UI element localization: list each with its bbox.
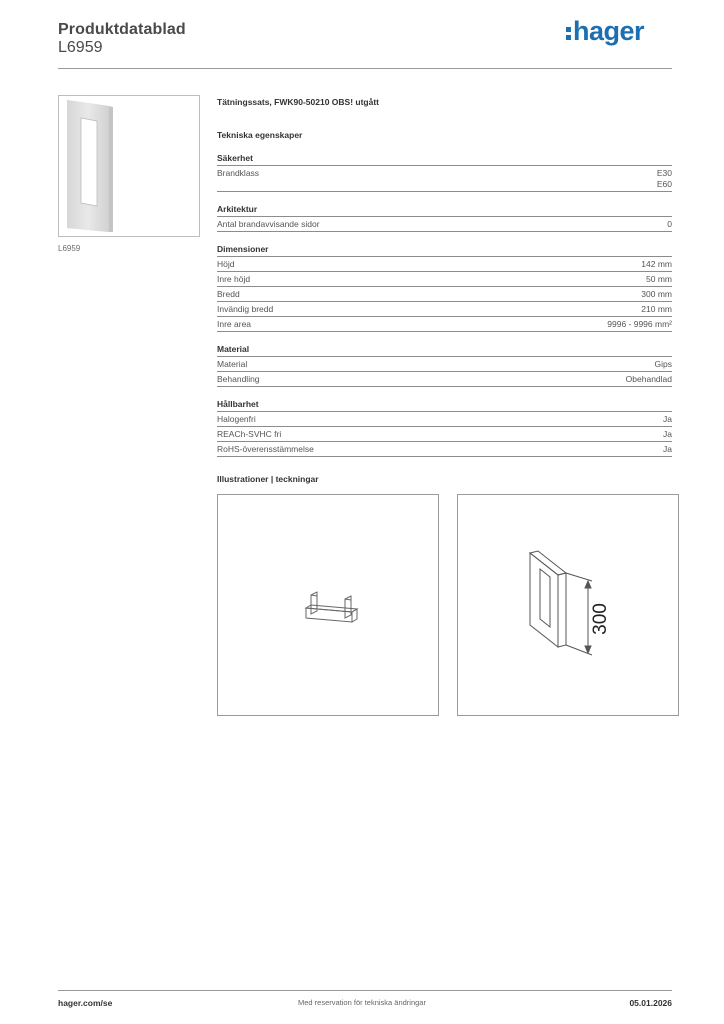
property-row — [217, 427, 672, 442]
property-value: E60 — [656, 179, 672, 189]
bracket-drawing-icon — [218, 495, 438, 715]
property-label: Inre area — [217, 319, 252, 329]
illustration-dimension — [457, 494, 679, 716]
product-photo-icon — [59, 96, 199, 236]
section-sustainability — [217, 398, 672, 457]
property-row — [217, 257, 672, 272]
section-title: Dimensioner — [217, 243, 672, 257]
property-row — [217, 217, 672, 232]
property-row — [217, 302, 672, 317]
footer-disclaimer: Med reservation för tekniska ändringar — [298, 998, 426, 1007]
property-label: RoHS-överensstämmelse — [217, 444, 314, 454]
property-value: Ja — [663, 414, 672, 424]
property-row — [217, 287, 672, 302]
property-value: E30 — [656, 168, 672, 178]
illustration-isometric — [217, 494, 439, 716]
property-values — [657, 168, 672, 190]
property-row — [217, 372, 672, 387]
dimension-label: 300 — [590, 603, 611, 635]
hager-logo[interactable] — [566, 16, 644, 47]
property-row — [217, 357, 672, 372]
property-value: 300 mm — [641, 289, 672, 299]
section-architecture — [217, 203, 672, 232]
property-value: 9996 - 9996 mm² — [607, 319, 672, 329]
property-label: Halogenfri — [217, 414, 256, 424]
product-details — [217, 96, 672, 457]
header-divider — [58, 68, 672, 69]
property-row — [217, 317, 672, 332]
property-label: Behandling — [217, 374, 260, 384]
property-row — [217, 272, 672, 287]
property-value: Obehandlad — [625, 374, 672, 384]
property-row — [217, 442, 672, 457]
property-value: 210 mm — [641, 304, 672, 314]
property-label: Höjd — [217, 259, 235, 269]
section-title: Arkitektur — [217, 203, 672, 217]
footer-date: 05.01.2026 — [629, 998, 672, 1008]
property-value: Gips — [654, 359, 672, 369]
product-description: Tätningssats, FWK90-50210 OBS! utgått — [217, 97, 380, 107]
logo-dots-icon — [566, 23, 571, 41]
footer-website-link[interactable]: hager.com/se — [58, 998, 113, 1008]
section-material — [217, 343, 672, 387]
product-code: L6959 — [58, 39, 103, 56]
property-row — [217, 166, 672, 192]
property-value: 50 mm — [646, 274, 672, 284]
property-value: 0 — [667, 219, 672, 229]
dimension-drawing-icon — [458, 495, 678, 715]
section-title: Material — [217, 343, 672, 357]
product-image — [58, 95, 200, 237]
product-image-caption: L6959 — [58, 244, 81, 253]
property-value: 142 mm — [641, 259, 672, 269]
property-value: Ja — [663, 444, 672, 454]
section-title: Säkerhet — [217, 152, 672, 166]
property-label: Antal brandavvisande sidor — [217, 219, 320, 229]
property-label: REACh-SVHC fri — [217, 429, 282, 439]
footer-divider — [58, 990, 672, 991]
property-label: Bredd — [217, 289, 240, 299]
property-label: Invändig bredd — [217, 304, 274, 314]
page-title: Produktdatablad — [58, 21, 186, 38]
property-label: Inre höjd — [217, 274, 251, 284]
section-title: Hållbarhet — [217, 398, 672, 412]
property-row — [217, 412, 672, 427]
property-value: Ja — [663, 429, 672, 439]
section-dimensions — [217, 243, 672, 332]
property-label: Material — [217, 359, 248, 369]
illustrations-heading: Illustrationer | teckningar — [217, 474, 319, 484]
property-label: Brandklass — [217, 168, 260, 178]
technical-properties-heading: Tekniska egenskaper — [217, 130, 303, 140]
logo-text: hager — [573, 16, 645, 46]
section-safety — [217, 152, 672, 192]
